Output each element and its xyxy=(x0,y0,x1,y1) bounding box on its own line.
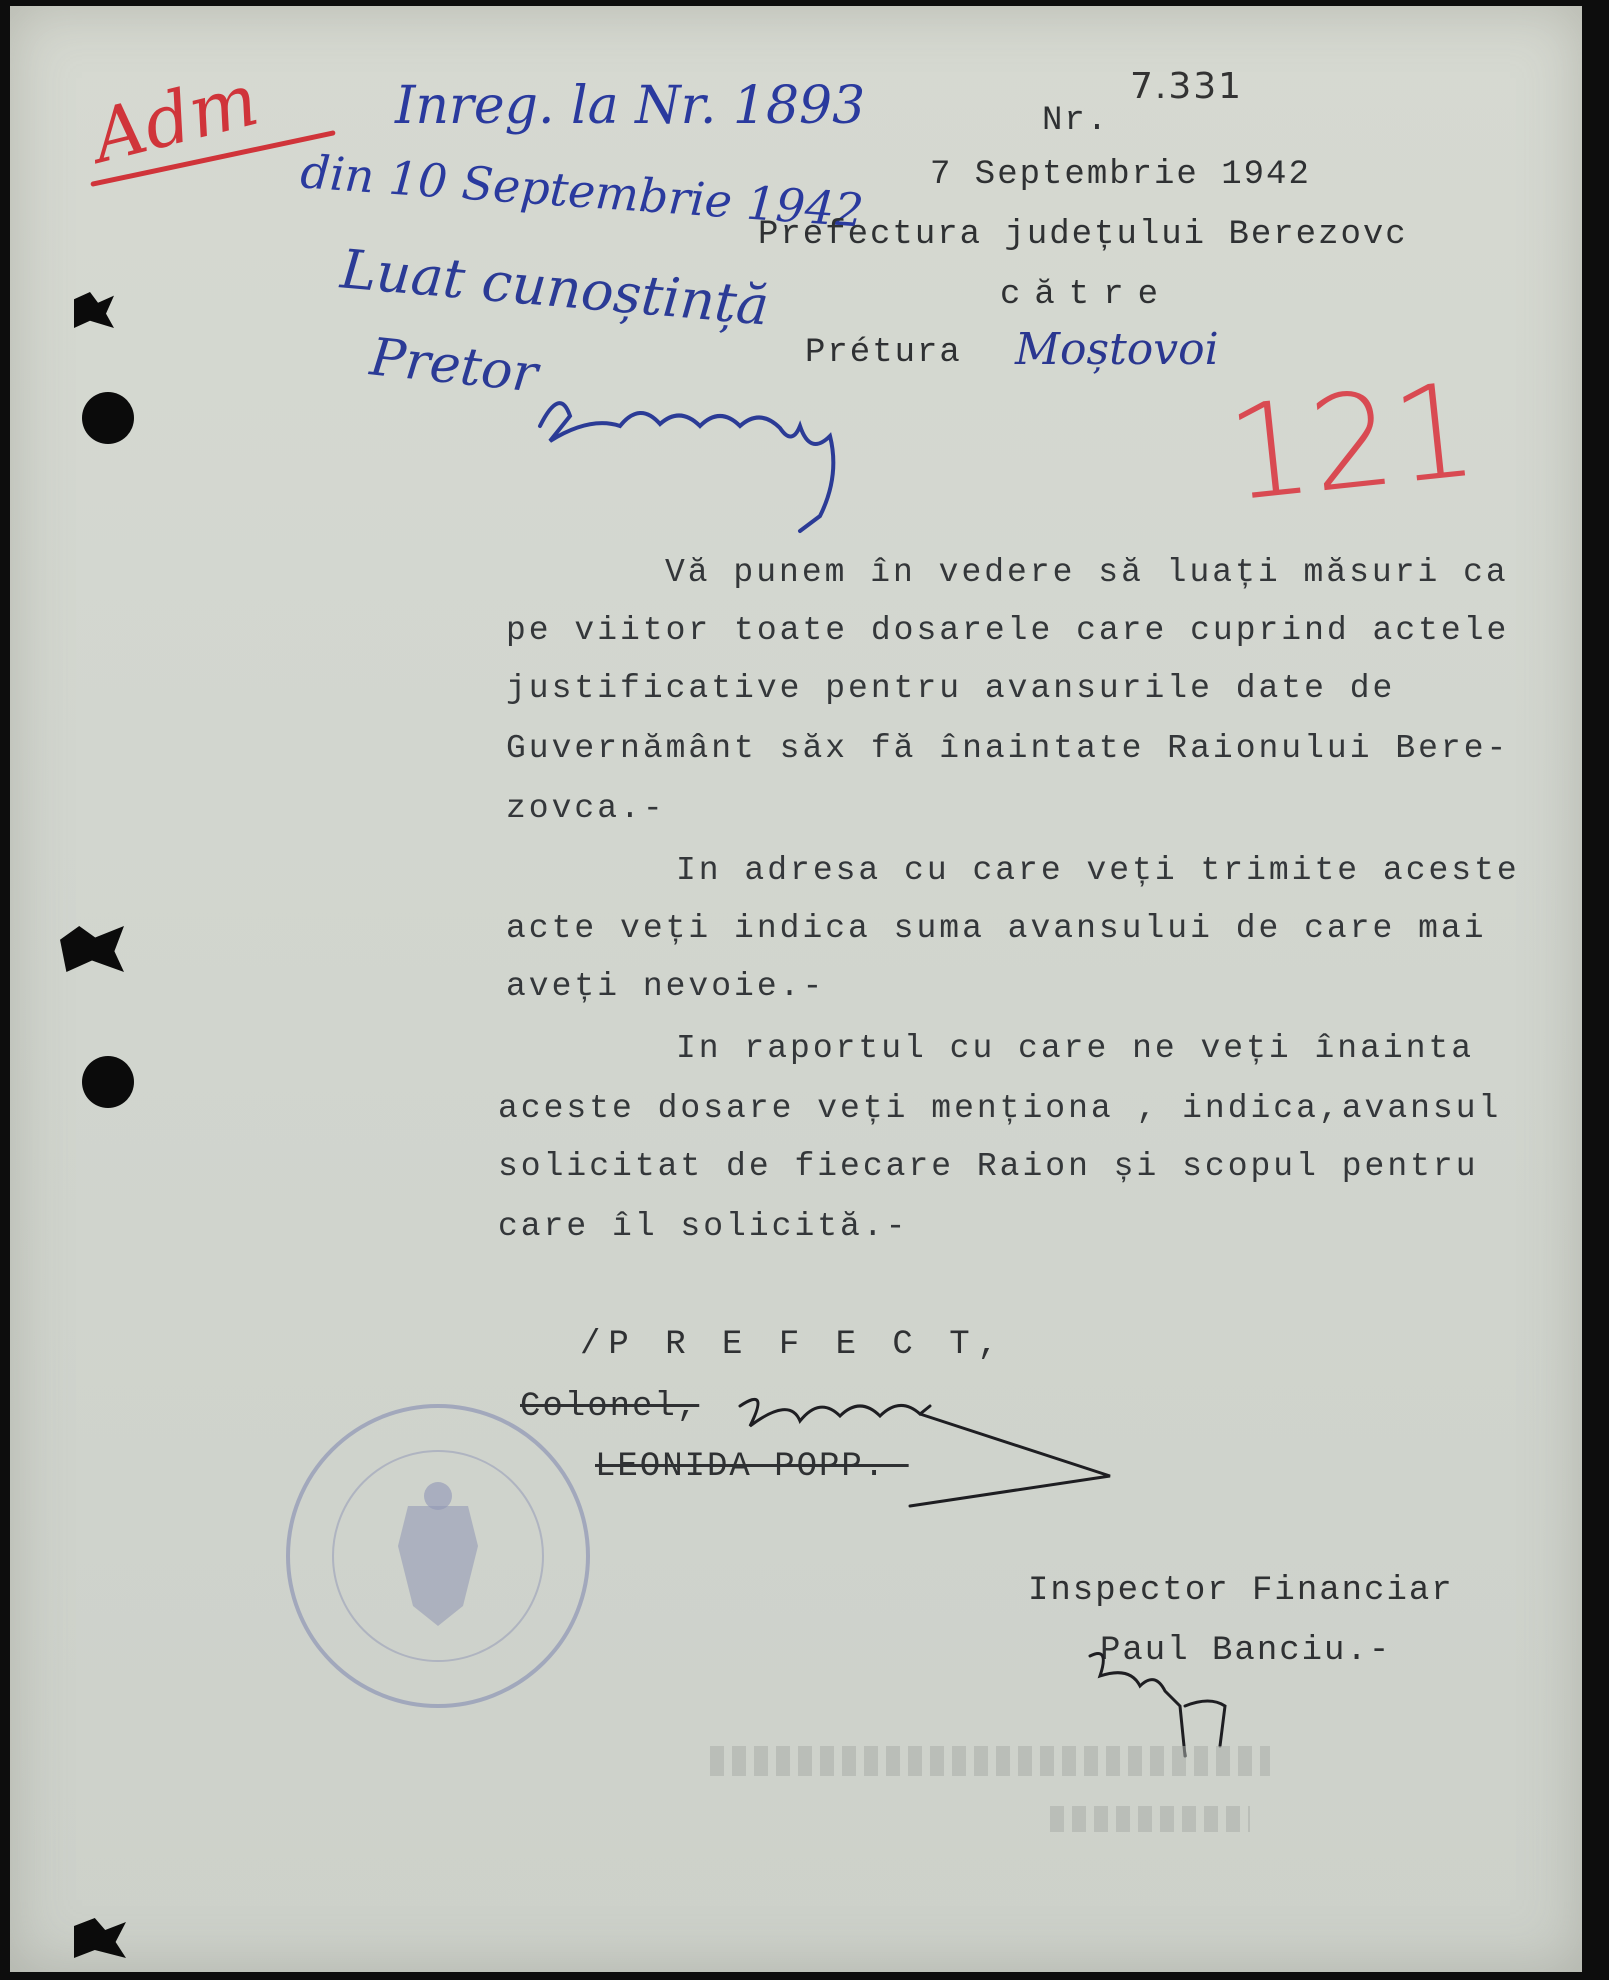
body-line-4: Guvernământ săx fă înaintate Raionului Bere- xyxy=(506,730,1510,767)
to-label: către xyxy=(1000,276,1173,314)
body-line-10: aceste dosare veți menționa , indica,avansul xyxy=(498,1090,1502,1127)
registration-note: Inreg. la Nr. 1893 xyxy=(395,76,866,136)
pretor-signature xyxy=(530,366,910,536)
bleed-through xyxy=(1050,1806,1250,1832)
body-line-5: zovca.- xyxy=(506,790,666,827)
ack-role: Pretor xyxy=(367,327,541,405)
body-line-8: aveți nevoie.- xyxy=(506,968,826,1005)
number-value: 7.331 xyxy=(1130,66,1244,107)
prefect-rank: Colonel, xyxy=(520,1388,700,1426)
inspector-title: Inspector Financiar xyxy=(1028,1572,1454,1610)
body-line-1: Vă punem în vedere să luați măsuri ca xyxy=(665,554,1509,591)
torn-edge xyxy=(74,1918,126,1958)
body-line-2: pe viitor toate dosarele care cuprind actele xyxy=(506,612,1510,649)
body-line-12: care îl solicită.- xyxy=(498,1208,909,1245)
bleed-through xyxy=(710,1746,1270,1776)
body-line-11: solicitat de fiecare Raion și scopul pentru xyxy=(498,1148,1479,1185)
torn-edge xyxy=(74,292,114,328)
red-number: 121 xyxy=(1220,353,1484,531)
inspector-name: Paul Banciu.- xyxy=(1100,1632,1392,1670)
document-date: 7 Septembrie 1942 xyxy=(930,156,1311,194)
recipient-label: Prétura xyxy=(805,334,962,372)
body-line-9: In raportul cu care ne veți înainta xyxy=(676,1030,1475,1067)
binder-hole xyxy=(82,392,134,444)
recipient-name: Moștovoi xyxy=(1015,324,1219,375)
prefect-name: LEONIDA POPP.- xyxy=(595,1448,909,1486)
received-date-note: din 10 Septembrie 1942 xyxy=(298,144,866,238)
document-page xyxy=(10,6,1582,1972)
adm-mark: Adm xyxy=(84,57,267,179)
number-label: Nr. xyxy=(1042,102,1110,140)
body-line-6: In adresa cu care veți trimite aceste xyxy=(676,852,1520,889)
torn-edge xyxy=(60,926,124,972)
ack-note: Luat cunoștință xyxy=(338,237,772,338)
body-line-3: justificative pentru avansurile date de xyxy=(506,670,1396,707)
prefect-signature xyxy=(710,1366,1140,1526)
sender-office: Prefectura județului Berezovc xyxy=(758,216,1408,254)
binder-hole xyxy=(82,1056,134,1108)
prefect-title: /P R E F E C T, xyxy=(580,1326,1007,1364)
official-stamp xyxy=(278,1396,598,1716)
body-line-7: acte veți indica suma avansului de care mai xyxy=(506,910,1487,947)
